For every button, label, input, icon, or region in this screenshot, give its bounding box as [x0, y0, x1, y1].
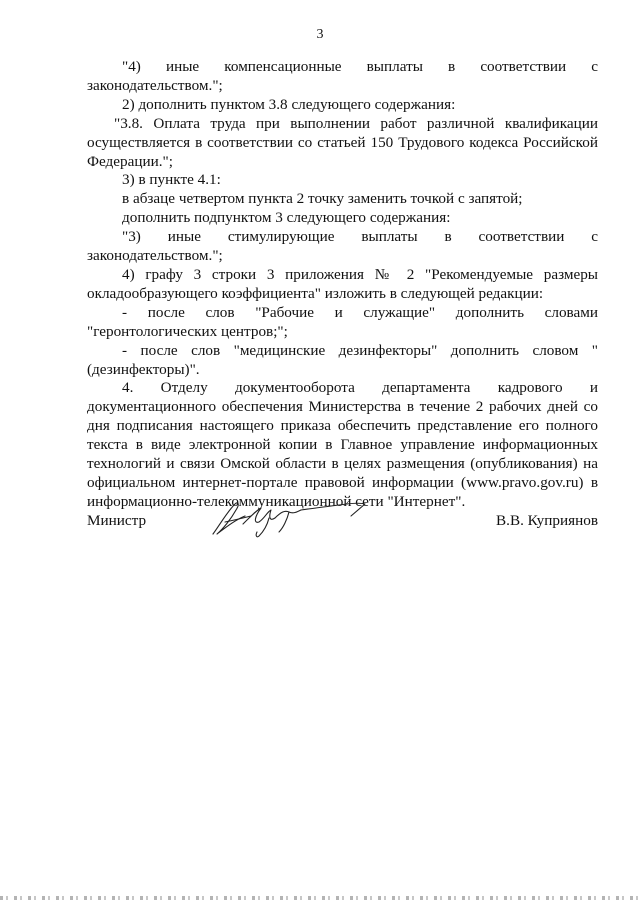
paragraph-fourth-indent: в абзаце четвертом пункта 2 точку заменить точкой с запятой;: [122, 190, 523, 208]
paragraph-legislation-2: законодательством.";: [87, 247, 223, 265]
paragraph-document-department: 4. Отделу документооборота департамента кадрового и документационного обеспечения Министерства в течение 2 рабочих дней со дня подписания настоящего приказа обеспечить представление его полного текста в виде электронной копии в Главное управление информационных технологий и связи Омской области в целях размещения (опубликования) на официальном интернет-портале правовой информации (www.pravo.gov.ru) в информационно-телекоммуникационной сети "Интернет".: [87, 379, 598, 510]
paragraph-add-subitem-3: дополнить подпунктом 3 следующего содержания:: [122, 209, 451, 227]
paragraph-disinfectors: - после слов "медицинские дезинфекторы" дополнить словом "(дезинфекторы)".: [87, 341, 598, 378]
page-number: 3: [316, 27, 324, 42]
paragraph-incentive-payments: "3) иные стимулирующие выплаты в соответствии с: [122, 228, 598, 246]
paragraph-item-3-8: "3.8. Оплата труда при выполнении работ различной квалификации осуществляется в соответствии со статьей 150 Трудового кодекса Российской Федерации.";: [87, 114, 598, 170]
signatory-name: В.В. Куприянов: [496, 512, 598, 529]
scan-edge-artifact: [0, 896, 640, 900]
paragraph-workers-employees: - после слов "Рабочие и служащие" дополнить словами "геронтологических центров;";: [87, 303, 598, 340]
handwritten-signature: [205, 498, 385, 540]
paragraph-legislation-1: законодательством.";: [87, 76, 223, 94]
paragraph-add-item-3-8: 2) дополнить пунктом 3.8 следующего содержания:: [122, 95, 456, 113]
paragraph-appendix-2: 4) графу 3 строки 3 приложения № 2 "Рекомендуемые размеры окладообразующего коэффициента" изложить в следующей редакции:: [87, 265, 598, 302]
paragraph-compensation-payments: "4) иные компенсационные выплаты в соответствии с: [122, 58, 598, 75]
signature-block: [87, 508, 598, 548]
paragraph-item-4-1: 3) в пункте 4.1:: [122, 171, 221, 189]
document-body: [87, 58, 598, 512]
signatory-role: Министр: [87, 512, 147, 529]
